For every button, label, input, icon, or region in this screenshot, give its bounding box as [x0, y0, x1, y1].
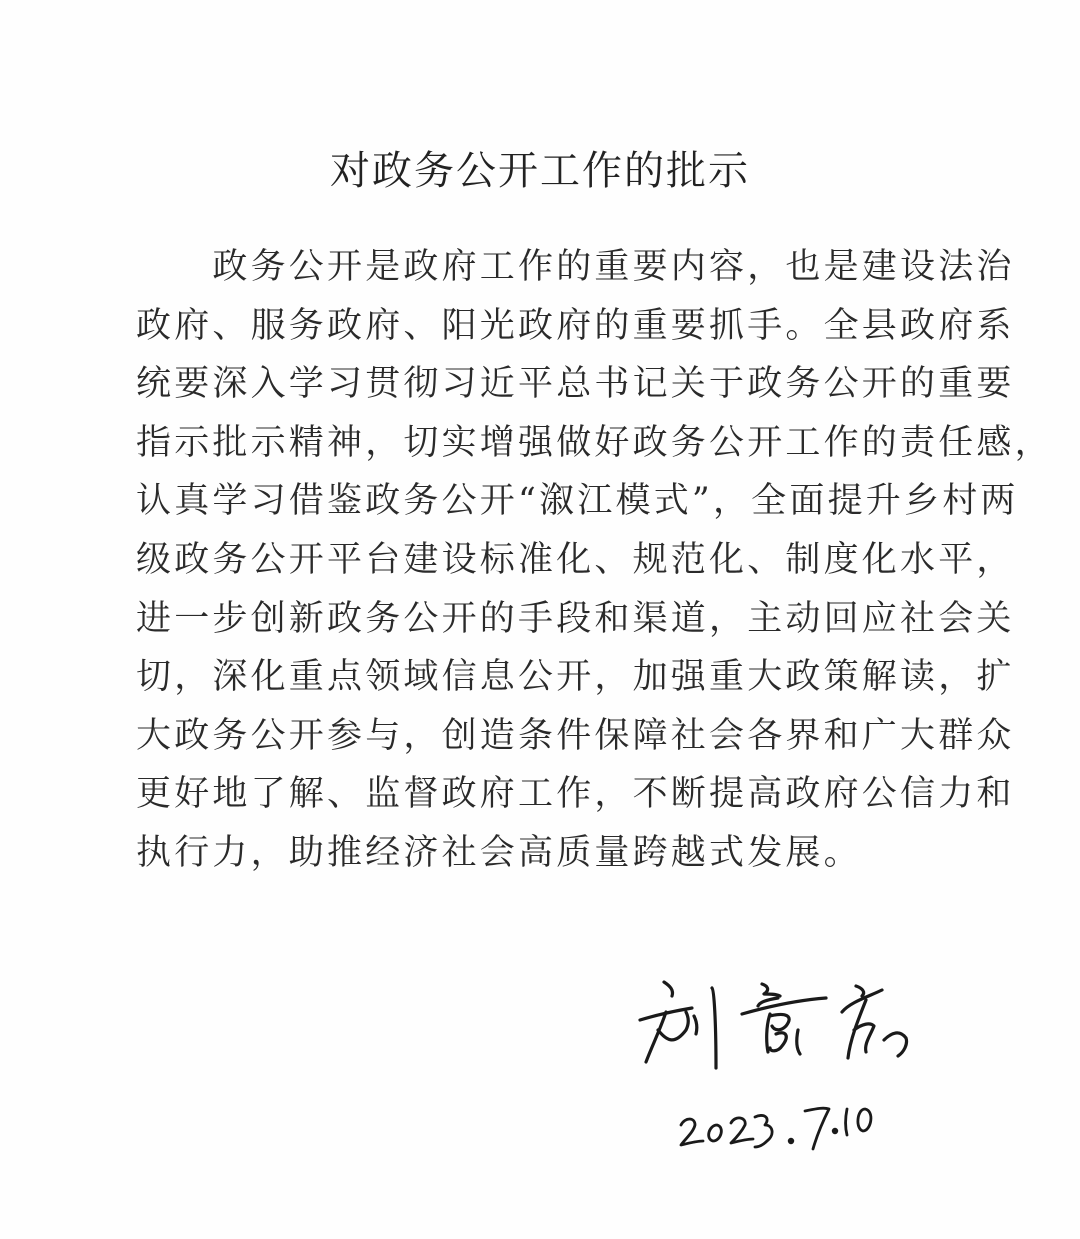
body-line: 执行力，助推经济社会高质量跨越式发展。 [136, 832, 862, 873]
body-line: 大政务公开参与，创造条件保障社会各界和广大群众 [136, 715, 1015, 756]
body-line: 统要深入学习贯彻习近平总书记关于政务公开的重要 [136, 364, 1015, 405]
body-line: 级政务公开平台建设标准化、规范化、制度化水平， [136, 539, 1015, 580]
body-line: 政务公开是政府工作的重要内容，也是建设法治 [136, 247, 1015, 287]
handwritten-date-icon [675, 1095, 895, 1155]
document-title: 对政务公开工作的批示 [330, 147, 750, 194]
body-line: 进一步创新政务公开的手段和渠道，主动回应社会关 [136, 598, 1015, 639]
document-body [136, 238, 1053, 883]
body-line: 更好地了解、监督政府工作，不断提高政府公信力和 [136, 774, 1015, 815]
signature-date [675, 1095, 895, 1155]
signature-strokes-icon [630, 960, 950, 1080]
body-line: 政府、服务政府、阳光政府的重要抓手。全县政府系 [136, 305, 1015, 346]
body-line: 切，深化重点领域信息公开，加强重大政策解读，扩 [136, 657, 1015, 698]
body-line: 认真学习借鉴政务公开“溆江模式”，全面提升乡村两 [136, 481, 1019, 522]
handwritten-signature [630, 960, 950, 1080]
body-line: 指示批示精神，切实增强做好政务公开工作的责任感， [136, 422, 1053, 463]
